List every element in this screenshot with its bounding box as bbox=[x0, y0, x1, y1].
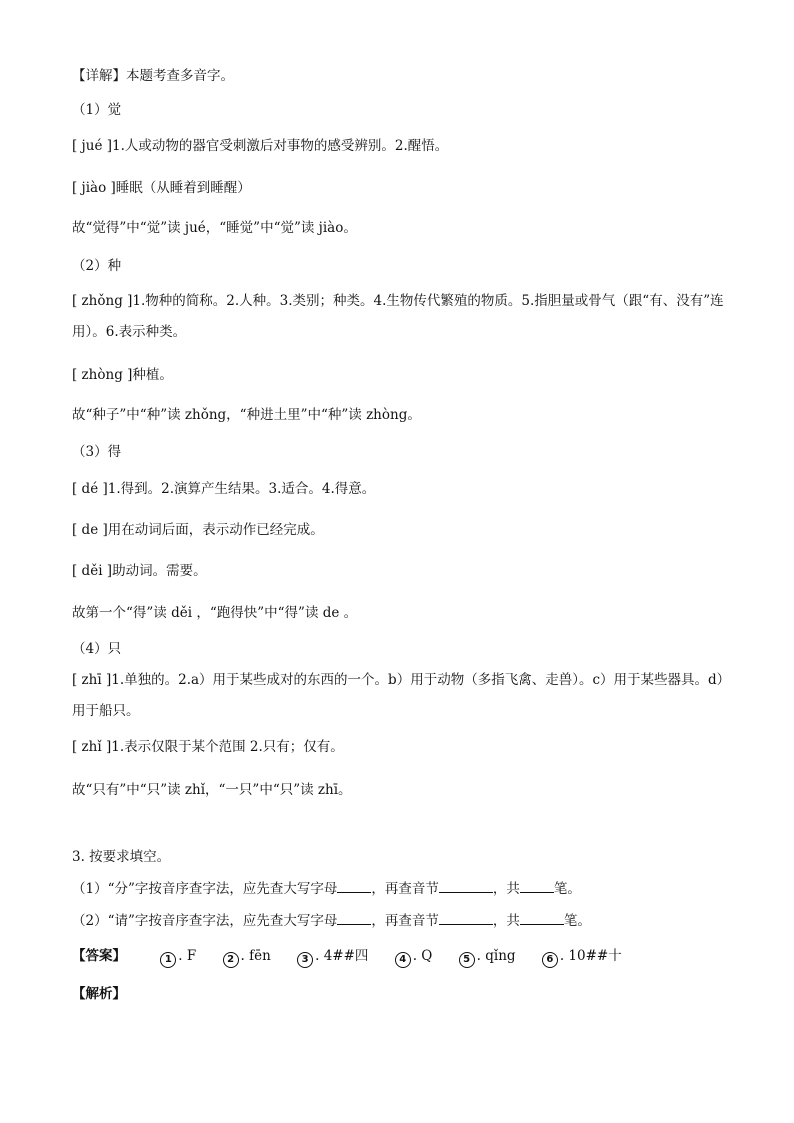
answer-item bbox=[542, 948, 622, 964]
circled-number-icon: 6 bbox=[542, 952, 558, 968]
section-2-summary: 故“种子”中“种”读 zhǒng，“种进土里”中“种”读 zhòng。 bbox=[72, 407, 421, 423]
section-4-def-1: [ zhī ]1.单独的。2.a）用于某些成对的东西的一个。b）用于动物（多指飞禽、走兽）。c）用于某些器具。d）用于船只。 bbox=[72, 672, 731, 719]
answer-text: . Q bbox=[412, 948, 433, 964]
answer-label: 【答案】 bbox=[72, 948, 126, 964]
circled-number-icon: 2 bbox=[223, 952, 239, 968]
answer-item bbox=[459, 948, 516, 964]
section-3-title: （3）得 bbox=[72, 444, 122, 460]
answer-item bbox=[160, 948, 196, 964]
q1-part-c: ，共 bbox=[492, 881, 520, 897]
q1-part-b: ，再查音节 bbox=[371, 881, 439, 897]
question-1 bbox=[72, 879, 734, 898]
section-3-summary: 故第一个“得”读 děi ，“跑得快”中“得”读 de 。 bbox=[72, 605, 358, 621]
answer-text: . 10##十 bbox=[559, 948, 622, 964]
section-1-title: （1）觉 bbox=[72, 102, 122, 118]
answer-text: . fēn bbox=[240, 948, 271, 964]
q1-part-d: 笔。 bbox=[553, 881, 581, 897]
circled-number-icon: 3 bbox=[297, 952, 313, 968]
q2-part-c: ，共 bbox=[492, 913, 520, 929]
q1-blank-letter[interactable] bbox=[337, 879, 371, 893]
q2-blank-strokes[interactable] bbox=[520, 911, 564, 925]
analysis-label: 【解析】 bbox=[72, 986, 126, 1002]
q2-part-d: 笔。 bbox=[563, 913, 591, 929]
answer-row bbox=[72, 947, 734, 968]
q2-part-a: （2）“请”字按音序查字法，应先查大写字母 bbox=[72, 913, 338, 929]
answer-item bbox=[297, 948, 368, 964]
answer-item bbox=[395, 948, 433, 964]
q1-blank-syllable[interactable] bbox=[439, 879, 493, 893]
section-2-def-2: [ zhòng ]种植。 bbox=[72, 367, 173, 383]
section-4-title: （4）只 bbox=[72, 641, 122, 657]
section-2-title: （2）种 bbox=[72, 258, 122, 274]
circled-number-icon: 5 bbox=[459, 952, 475, 968]
section-4-def-2: [ zhǐ ]1.表示仅限于某个范围 2.只有；仅有。 bbox=[72, 739, 344, 755]
q2-part-b: ，再查音节 bbox=[371, 913, 439, 929]
circled-number-icon: 4 bbox=[395, 952, 411, 968]
answer-text: . F bbox=[178, 948, 197, 964]
question-2 bbox=[72, 911, 734, 930]
answer-text: . qǐng bbox=[476, 948, 516, 964]
q1-blank-strokes[interactable] bbox=[520, 879, 554, 893]
section-3-def-1: [ dé ]1.得到。2.演算产生结果。3.适合。4.得意。 bbox=[72, 481, 376, 497]
section-4-summary: 故“只有”中“只”读 zhǐ，“一只”中“只”读 zhī。 bbox=[72, 782, 352, 798]
answer-text: . 4##四 bbox=[315, 948, 369, 964]
circled-number-icon: 1 bbox=[160, 952, 176, 968]
explain-header: 【详解】本题考查多音字。 bbox=[72, 68, 234, 84]
section-1-def-1: [ jué ]1.人或动物的器官受刺激后对事物的感受辨别。2.醒悟。 bbox=[72, 138, 449, 154]
section-1-summary: 故“觉得”中“觉”读 jué，“睡觉”中“觉”读 jiào。 bbox=[72, 220, 357, 236]
answer-item bbox=[223, 948, 271, 964]
section-1-def-2: [ jiào ]睡眠（从睡着到睡醒） bbox=[72, 180, 251, 196]
section-2-def-1: [ zhǒng ]1.物种的简称。2.人种。3.类别；种类。4.生物传代繁殖的物质。5.指胆量或骨气（跟“有、没有”连用）。6.表示种类。 bbox=[72, 293, 724, 340]
q2-blank-letter[interactable] bbox=[337, 911, 371, 925]
section-3-def-3: [ děi ]助动词。需要。 bbox=[72, 563, 207, 579]
q2-blank-syllable[interactable] bbox=[439, 911, 493, 925]
section-3-def-2: [ de ]用在动词后面，表示动作已经完成。 bbox=[72, 522, 324, 538]
q1-part-a: （1）“分”字按音序查字法，应先查大写字母 bbox=[72, 881, 338, 897]
question-title: 3. 按要求填空。 bbox=[72, 849, 171, 865]
